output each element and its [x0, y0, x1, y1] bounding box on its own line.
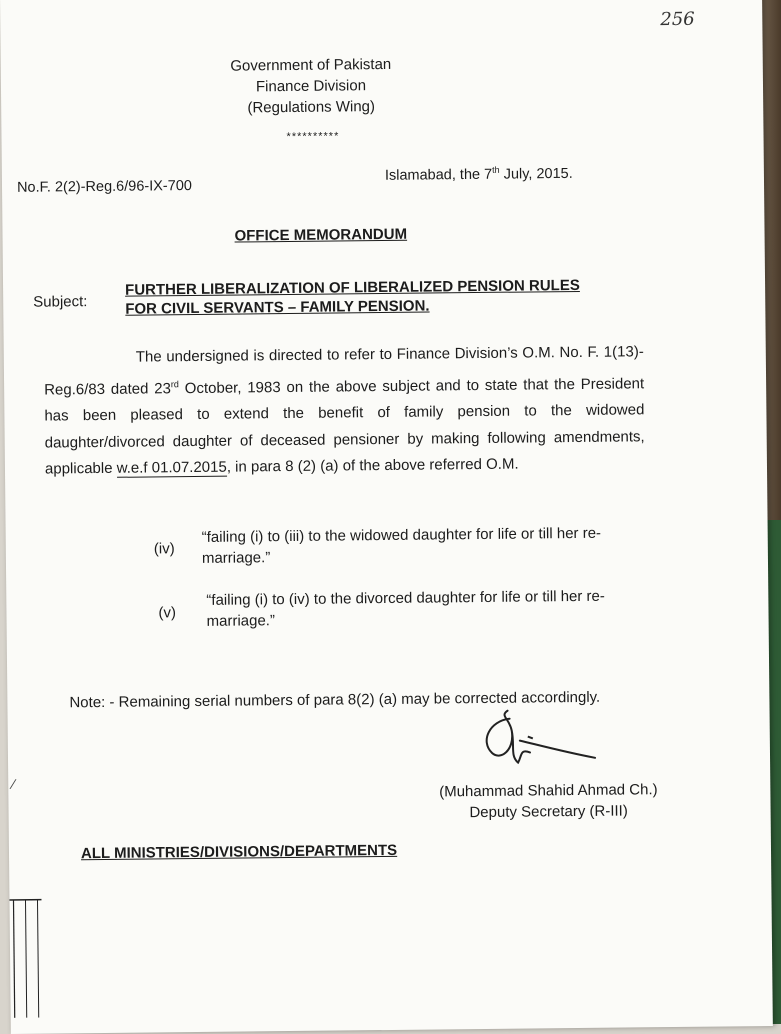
separator-stars: **********: [286, 130, 339, 143]
body-part3: , in para 8 (2) (a) of the above referred O.M.: [227, 456, 519, 476]
note-paragraph: Note: - Remaining serial numbers of para 8(2) (a) may be corrected accordingly.: [69, 683, 659, 717]
body-sup: rd: [171, 379, 179, 389]
letterhead-line2: Finance Division: [201, 75, 421, 98]
subject-line2: FOR CIVIL SERVANTS – FAMILY PENSION.: [125, 294, 645, 318]
amendment-text: “failing (i) to (iv) to the divorced daughter for life or till her re-marriage.”: [206, 585, 656, 632]
signatory-block: [413, 779, 683, 824]
handwritten-page-number: 256: [660, 9, 695, 30]
date-suffix: July, 2015.: [500, 166, 573, 183]
letterhead-line3: (Regulations Wing): [201, 96, 421, 119]
amendment-number: (v): [158, 604, 176, 621]
handwritten-signature: [469, 700, 600, 781]
addressee: ALL MINISTRIES/DIVISIONS/DEPARTMENTS: [81, 842, 397, 862]
amendment-text: “failing (i) to (iii) to the widowed daughter for life or till her re-marriage.”: [202, 522, 652, 569]
subject-text: [125, 275, 645, 318]
date-prefix: Islamabad, the 7: [385, 167, 492, 184]
margin-stamp: [7, 894, 44, 1018]
date-sup: th: [492, 165, 500, 175]
letterhead-line1: Government of Pakistan: [201, 54, 421, 77]
margin-mark: ⁄: [12, 776, 15, 792]
subject-line1: FURTHER LIBERALIZATION OF LIBERALIZED PENSION RULES: [125, 275, 645, 299]
signatory-designation: Deputy Secretary (R-III): [413, 800, 683, 824]
subject-label: Subject:: [33, 293, 87, 311]
signatory-name: (Muhammad Shahid Ahmad Ch.): [413, 779, 683, 803]
document-title: OFFICE MEMORANDUM: [234, 226, 407, 245]
amendment-number: (iv): [154, 540, 175, 557]
letterhead: [201, 54, 422, 119]
date-line: [385, 164, 573, 184]
effective-date-underlined: w.e.f 01.07.2015: [117, 459, 227, 478]
body-part2: October, 1983 on the above subject and to state that the President has been pleased to extend the benefit of family pension to the widowed daughter/divorced daughter of deceased pensioner by making following amendments, applicable: [44, 375, 644, 478]
body-paragraph: [44, 339, 645, 483]
file-number: No.F. 2(2)-Reg.6/96-IX-700: [17, 178, 192, 196]
body-part1: The undersigned is directed to refer to Finance Division’s O.M. No. F. 1(13)-Reg.6/83 dated 23: [44, 343, 644, 398]
